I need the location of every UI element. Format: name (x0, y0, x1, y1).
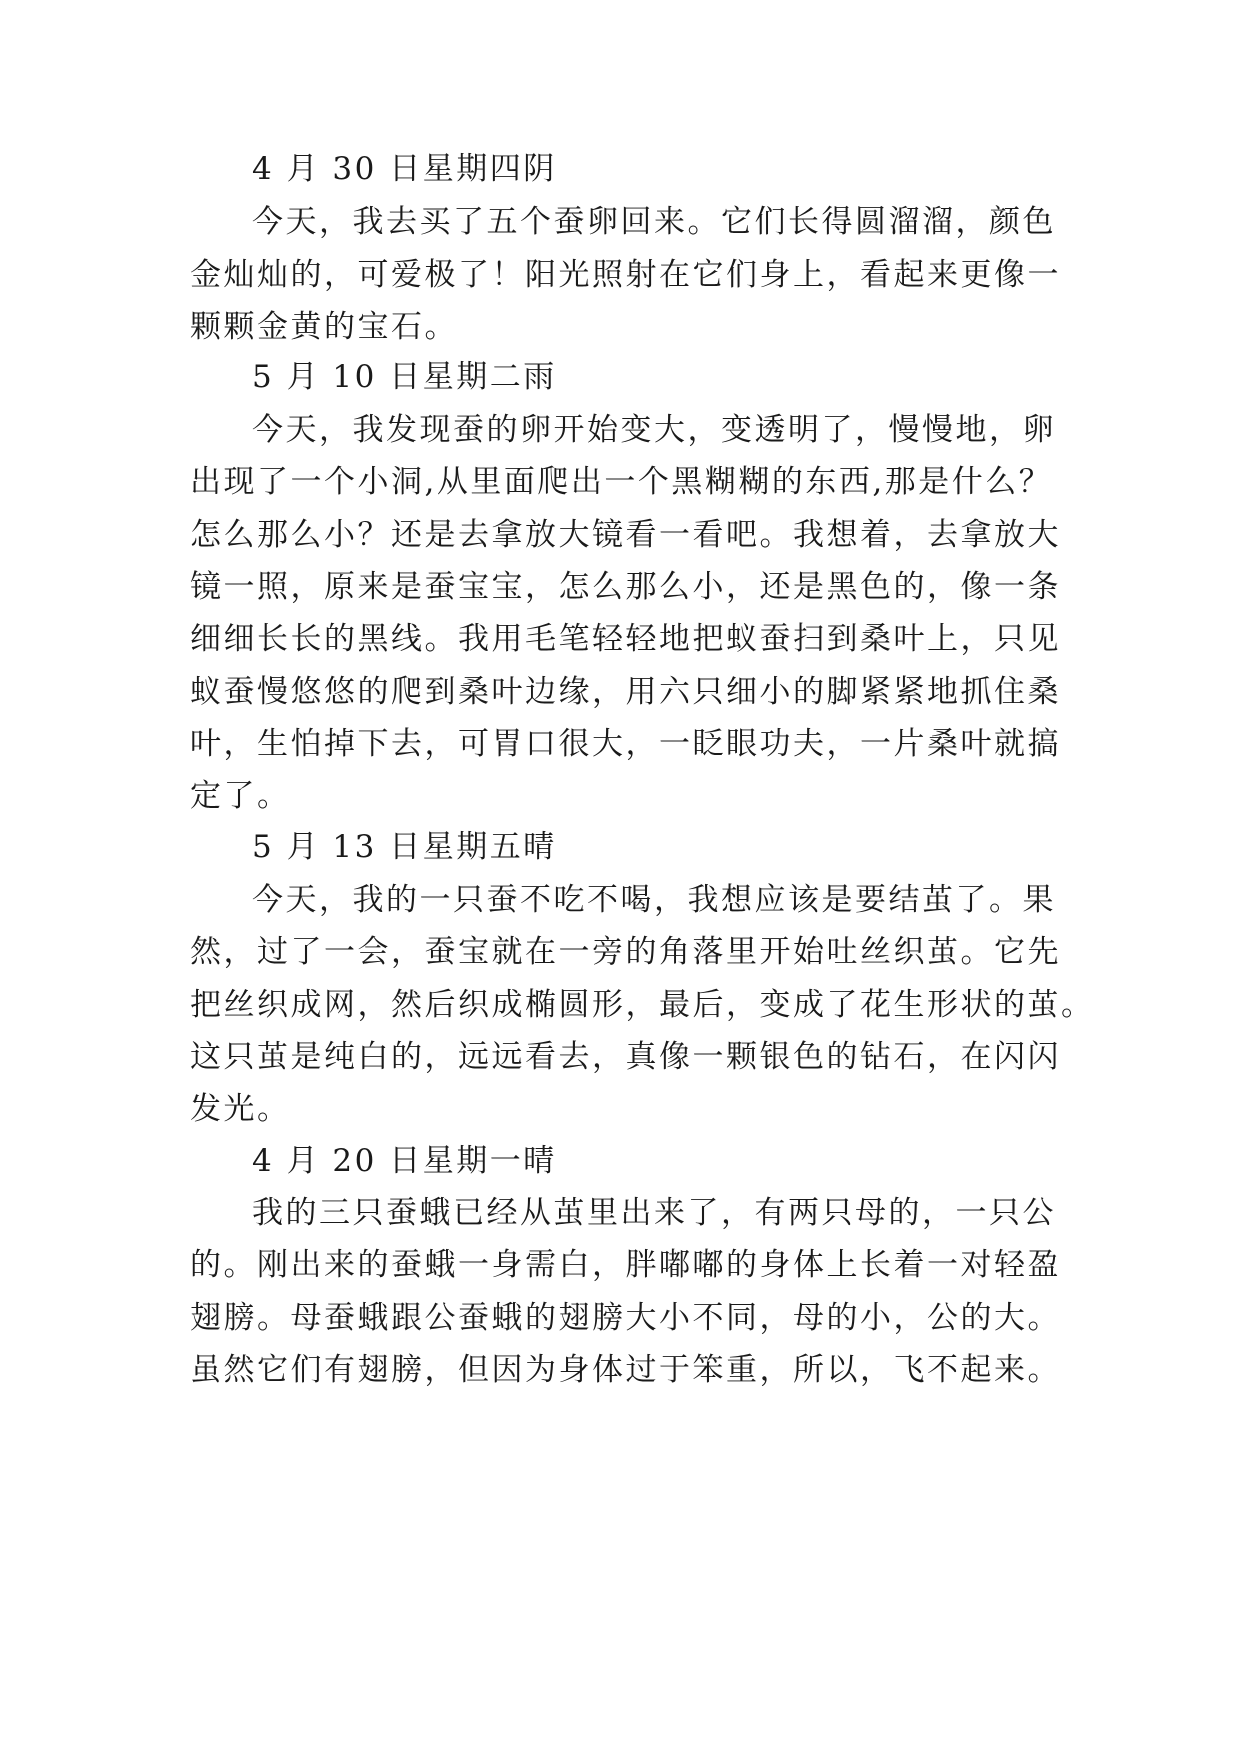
paragraph-line: 怎么那么小？还是去拿放大镜看一看吧。我想着，去拿放大 (190, 517, 1061, 553)
paragraph-line: 今天，我去买了五个蚕卵回来。它们长得圆溜溜，颜色 (252, 204, 1056, 240)
paragraph-line: 的。刚出来的蚕蛾一身需白，胖嘟嘟的身体上长着一对轻盈 (190, 1247, 1061, 1283)
paragraph-line: 把丝织成网，然后织成椭圆形，最后，变成了花生形状的茧。 (190, 987, 1095, 1023)
paragraph-line: 今天，我发现蚕的卵开始变大，变透明了，慢慢地，卵 (252, 412, 1056, 448)
paragraph-line: 虽然它们有翅膀，但因为身体过于笨重，所以，飞不起来。 (190, 1352, 1061, 1388)
paragraph-line: 金灿灿的，可爱极了！阳光照射在它们身上，看起来更像一 (190, 257, 1061, 293)
paragraph-line: 叶，生怕掉下去，可胃口很大，一眨眼功夫，一片桑叶就搞 (190, 726, 1061, 762)
paragraph-line: 我的三只蚕蛾已经从茧里出来了，有两只母的，一只公 (252, 1195, 1056, 1231)
paragraph-line: 今天，我的一只蚕不吃不喝，我想应该是要结茧了。果 (252, 882, 1056, 918)
paragraph-line: 翅膀。母蚕蛾跟公蚕蛾的翅膀大小不同，母的小，公的大。 (190, 1300, 1061, 1336)
paragraph-line: 颗颗金黄的宝石。 (190, 309, 458, 345)
paragraph-line: 出现了一个小洞,从里面爬出一个黑糊糊的东西,那是什么？ (190, 464, 1053, 500)
entry-heading: 5 月 13 日星期五晴 (252, 829, 557, 865)
paragraph-line: 发光。 (190, 1091, 291, 1127)
paragraph-line: 镜一照，原来是蚕宝宝，怎么那么小，还是黑色的，像一条 (190, 569, 1061, 605)
paragraph-line: 细细长长的黑线。我用毛笔轻轻地把蚁蚕扫到桑叶上，只见 (190, 621, 1061, 657)
paragraph-line: 然，过了一会，蚕宝就在一旁的角落里开始吐丝织茧。它先 (190, 934, 1061, 970)
entry-heading: 5 月 10 日星期二雨 (252, 359, 557, 395)
paragraph-line: 蚁蚕慢悠悠的爬到桑叶边缘，用六只细小的脚紧紧地抓住桑 (190, 674, 1061, 710)
entry-heading: 4 月 30 日星期四阴 (252, 151, 557, 187)
entry-heading: 4 月 20 日星期一晴 (252, 1143, 557, 1179)
paragraph-line: 定了。 (190, 778, 291, 814)
paragraph-line: 这只茧是纯白的，远远看去，真像一颗银色的钻石，在闪闪 (190, 1039, 1061, 1075)
